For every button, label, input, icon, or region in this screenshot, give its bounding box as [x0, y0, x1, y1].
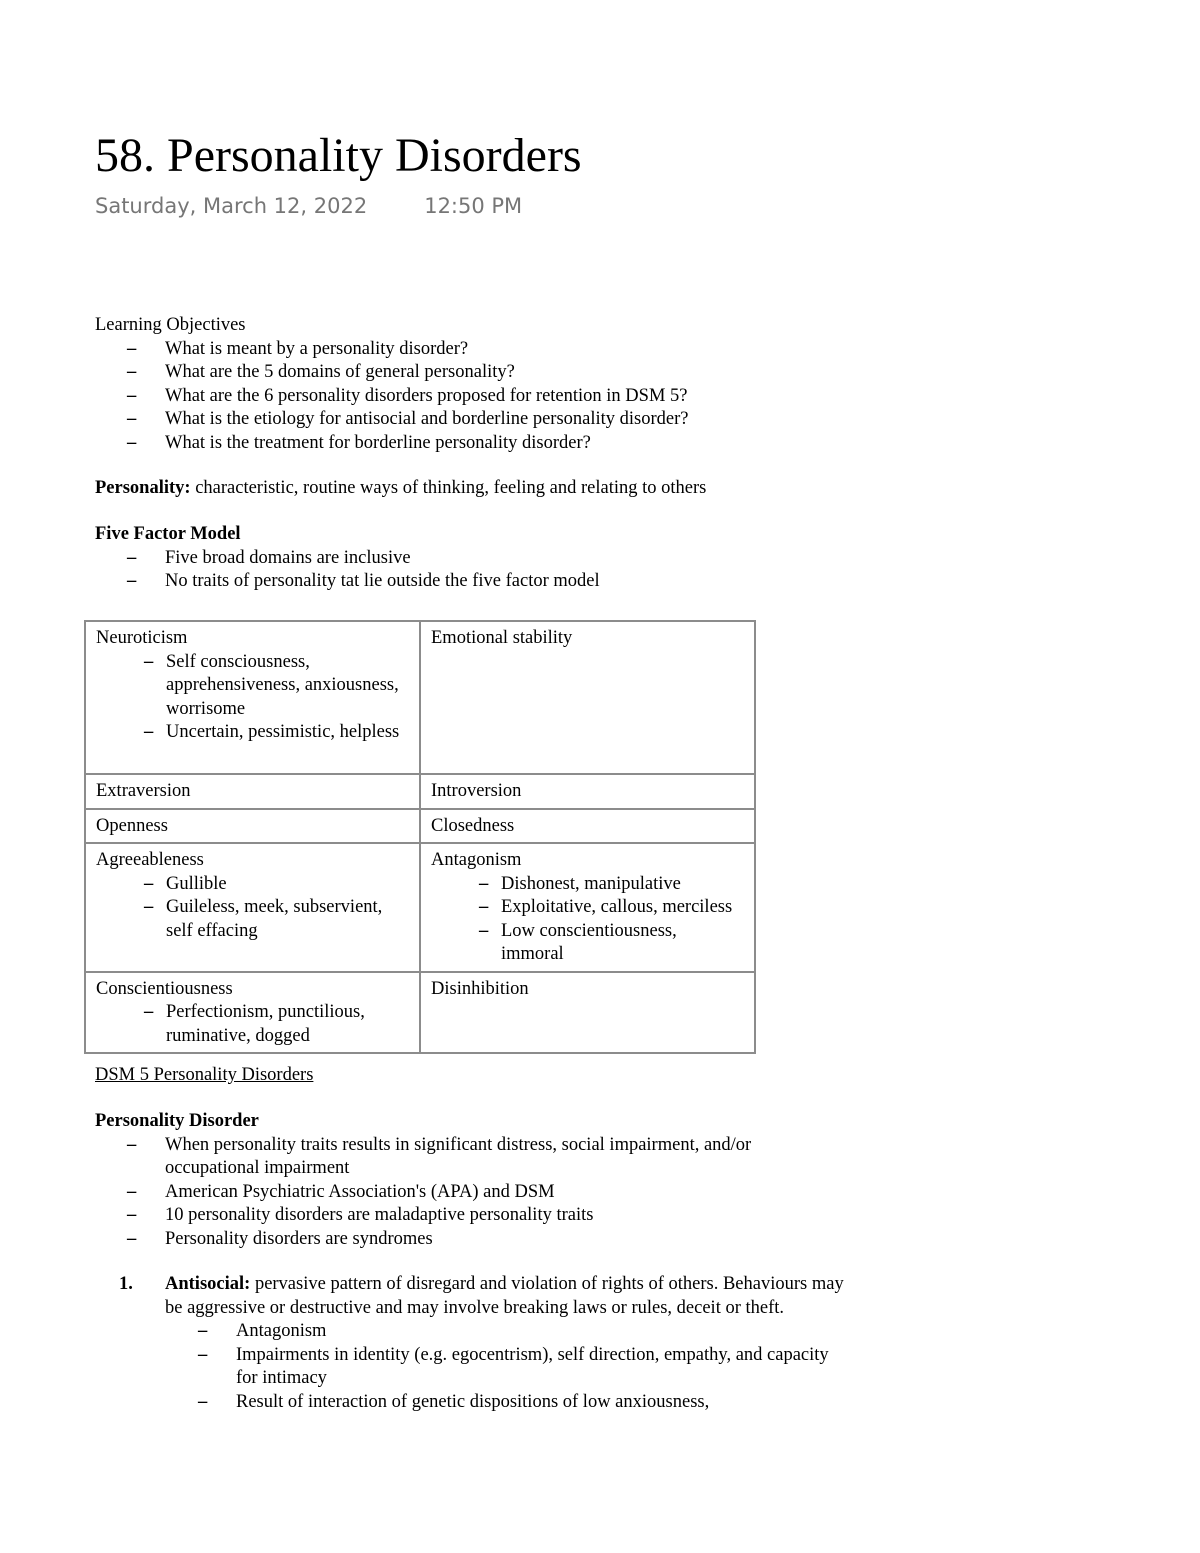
cell-title: Antagonism: [431, 850, 522, 870]
numbered-section: [95, 1273, 845, 1414]
table-cell: [420, 843, 755, 972]
list-item: – When personality traits results in significant distress, social impairment, and/or occupational impairment: [95, 1134, 845, 1181]
list-item: – What is the etiology for antisocial and borderline personality disorder?: [95, 408, 689, 432]
antisocial-text: pervasive pattern of disregard and violation of rights of others. Behaviours may be aggressive or destructive and may involve breaking laws or rules, deceit or theft.: [165, 1274, 844, 1318]
dsm5-heading: DSM 5 Personality Disorders: [95, 1065, 314, 1085]
learning-objectives-list: [95, 338, 689, 456]
personality-definition: [95, 477, 706, 501]
cell-title: Disinhibition: [431, 978, 529, 999]
list-number: 1.: [119, 1274, 133, 1294]
antisocial-label: Antisocial:: [165, 1274, 251, 1294]
cell-title: Introversion: [431, 781, 522, 801]
list-item: – No traits of personality tat lie outside the five factor model: [95, 570, 600, 594]
table-row: [85, 809, 755, 844]
list-item: – Low conscientiousness, immoral: [431, 920, 744, 967]
page-time: 12:50 PM: [424, 194, 523, 218]
list-item: – Exploitative, callous, merciless: [431, 896, 744, 920]
cell-list: [96, 1001, 409, 1048]
antisocial-sublist: [165, 1320, 845, 1414]
numbered-list: [95, 1273, 845, 1414]
list-item: – Perfectionism, punctilious, ruminative, dogged: [96, 1001, 409, 1048]
list-item: – Uncertain, pessimistic, helpless: [96, 721, 409, 745]
list-item: – What are the 6 personality disorders proposed for retention in DSM 5?: [95, 385, 689, 409]
five-factor-heading: Five Factor Model: [95, 524, 241, 544]
list-item: – What is the treatment for borderline personality disorder?: [95, 432, 689, 456]
table-cell: [85, 972, 420, 1054]
cell-title: Agreeableness: [96, 850, 204, 870]
cell-title: Openness: [96, 815, 168, 836]
list-item: [95, 1273, 845, 1414]
list-item: – What are the 5 domains of general personality?: [95, 361, 689, 385]
table-cell: [420, 621, 755, 774]
table-row: [85, 621, 755, 774]
table-cell: [420, 809, 755, 844]
cell-title: Neuroticism: [96, 628, 188, 648]
table-cell: [85, 843, 420, 972]
table-cell: [85, 809, 420, 844]
cell-title: Closedness: [431, 815, 515, 836]
five-factor-section: [95, 523, 600, 594]
list-item: – Result of interaction of genetic dispositions of low anxiousness,: [165, 1391, 836, 1415]
cell-list: [96, 651, 409, 745]
list-item: – Five broad domains are inclusive: [95, 547, 600, 571]
list-item: – American Psychiatric Association's (APA) and DSM: [95, 1181, 845, 1205]
personality-disorder-heading: Personality Disorder: [95, 1111, 259, 1131]
table-cell: [85, 774, 420, 809]
personality-disorder-list: [95, 1134, 845, 1252]
cell-list: [96, 873, 409, 944]
personality-disorder-section: [95, 1110, 845, 1251]
learning-objectives-section: [95, 314, 689, 455]
personality-label: Personality:: [95, 478, 191, 498]
table-cell: [420, 774, 755, 809]
list-item: – 10 personality disorders are maladaptive personality traits: [95, 1204, 845, 1228]
learning-objectives-heading: Learning Objectives: [95, 315, 246, 335]
page-title: 58. Personality Disorders: [95, 129, 582, 182]
list-item: – Impairments in identity (e.g. egocentrism), self direction, empathy, and capacity for intimacy: [165, 1344, 836, 1391]
list-item: – Antagonism: [165, 1320, 836, 1344]
list-item: – Self consciousness, apprehensiveness, anxiousness, worrisome: [96, 651, 409, 722]
cell-list: [431, 873, 744, 967]
table-row: [85, 774, 755, 809]
page-date: Saturday, March 12, 2022: [95, 194, 368, 218]
list-item: – Gullible: [96, 873, 409, 897]
personality-text: characteristic, routine ways of thinking, feeling and relating to others: [190, 478, 707, 498]
five-factor-table: [84, 620, 756, 1054]
list-item: – Personality disorders are syndromes: [95, 1228, 845, 1252]
cell-title: Conscientiousness: [96, 978, 233, 999]
list-item: – What is meant by a personality disorder?: [95, 338, 689, 362]
table-row: [85, 972, 755, 1054]
cell-title: Emotional stability: [431, 628, 573, 648]
five-factor-list: [95, 547, 600, 594]
table-cell: [420, 972, 755, 1054]
cell-title: Extraversion: [96, 781, 191, 801]
list-item: – Dishonest, manipulative: [431, 873, 744, 897]
table-row: [85, 843, 755, 972]
page-meta: [95, 194, 522, 218]
table-cell: [85, 621, 420, 774]
list-item: – Guileless, meek, subservient, self effacing: [96, 896, 409, 943]
